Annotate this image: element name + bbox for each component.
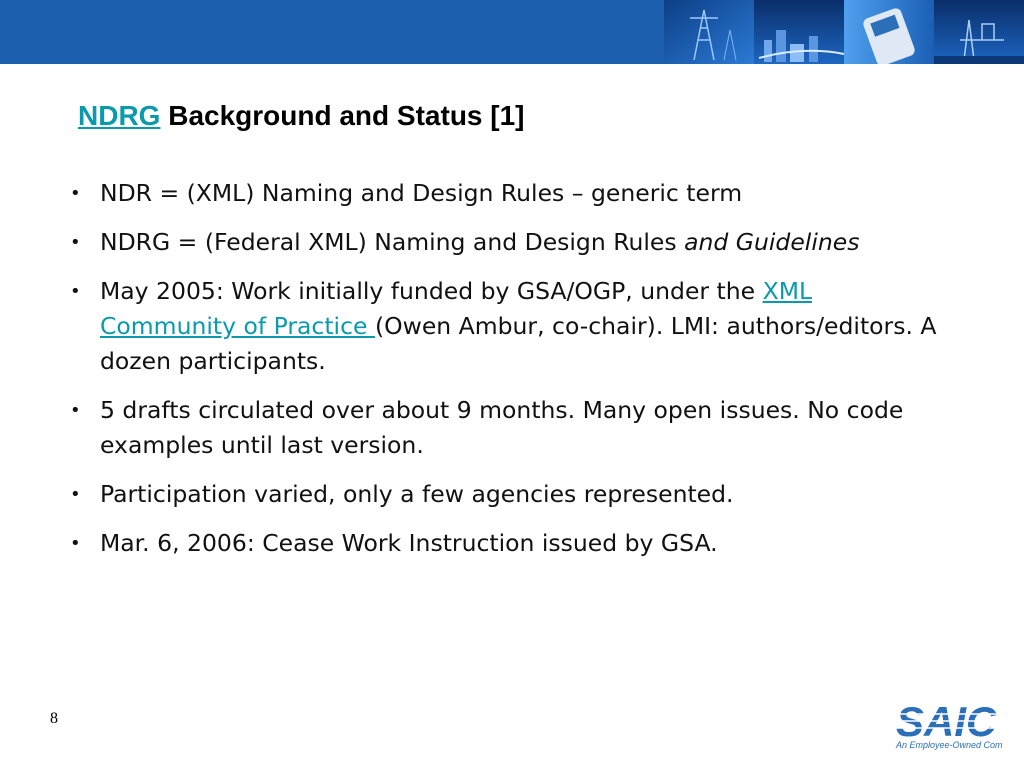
bullet-text: Mar. 6, 2006: Cease Work Instruction issued by GSA. [100, 529, 718, 557]
bullet-italic-text: and Guidelines [684, 228, 860, 256]
bullet-marker: • [70, 281, 81, 302]
bullet-marker: • [70, 400, 81, 421]
bullet-text: Participation varied, only a few agencies represented. [100, 480, 734, 508]
logo-tagline: An Employee-Owned Com [896, 740, 1002, 750]
saic-logo-graphic [892, 702, 1002, 752]
title-link-ndrg[interactable]: NDRG [78, 100, 161, 131]
saic-logo [892, 702, 1002, 752]
logo-wordmark: SAIC [896, 702, 997, 745]
bullet-item [70, 477, 950, 512]
title-text: Background and Status [1] [160, 100, 525, 131]
bullet-marker: • [70, 183, 81, 204]
page-number: 8 [50, 710, 58, 727]
top-banner [0, 0, 1024, 64]
bullet-item [70, 274, 950, 379]
bullet-item [70, 225, 950, 260]
bullet-marker: • [70, 533, 81, 554]
bullet-text: NDRG = (Federal XML) Naming and Design Rules [100, 228, 685, 256]
bullet-marker: • [70, 484, 81, 505]
banner-collage-image [664, 0, 1024, 64]
bullet-text: (Owen Ambur, co-chair). LMI: authors/editors. A dozen participants. [100, 312, 937, 375]
bullet-marker: • [70, 232, 81, 253]
banner-photo-collage [664, 0, 1024, 64]
xml-community-of-practice-link[interactable]: XML Community of Practice [100, 277, 813, 340]
bullet-item [70, 393, 950, 463]
bullet-list [70, 176, 950, 575]
bullet-text: NDR = (XML) Naming and Design Rules – generic term [100, 179, 743, 207]
bullet-item [70, 176, 950, 211]
slide-title [78, 98, 525, 134]
bullet-text: 5 drafts circulated over about 9 months. Many open issues. No code examples until last version. [100, 396, 904, 459]
bullet-item [70, 526, 950, 561]
bullet-text: May 2005: Work initially funded by GSA/OGP, under the [100, 277, 763, 305]
